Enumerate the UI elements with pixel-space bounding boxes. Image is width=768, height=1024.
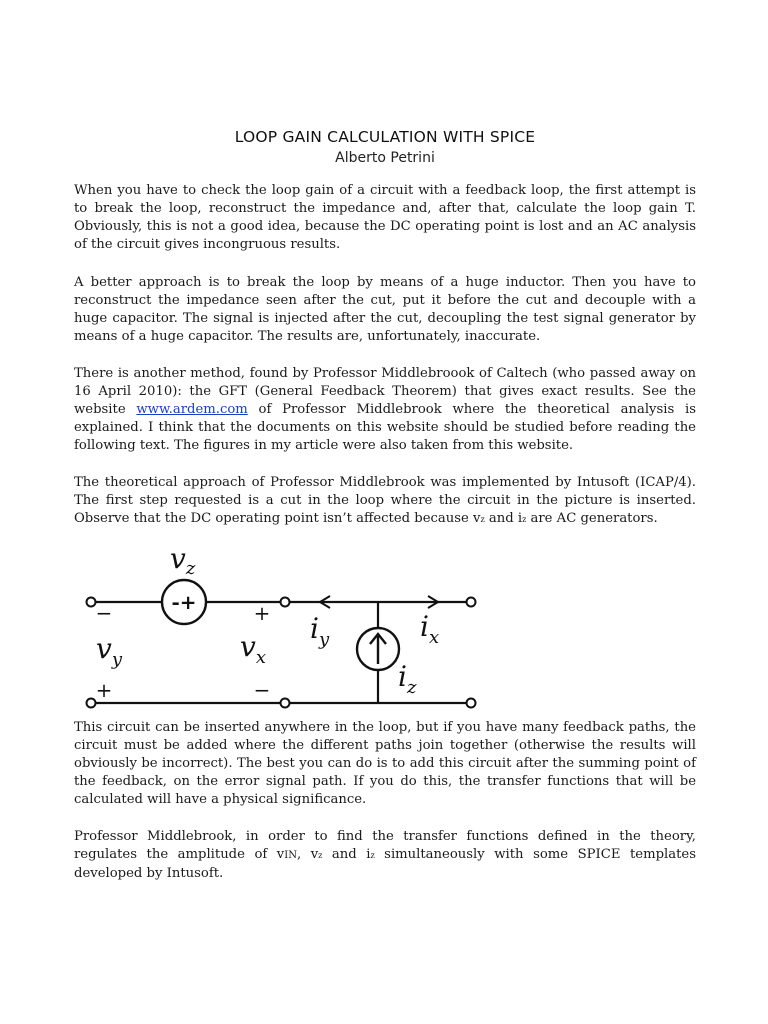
paragraph-1: When you have to check the loop gain of a circuit with a feedback loop, the first attempt is to break the loop, reconstruct the impedance and, after that, calculate the loop gain T. Obviously, this is not a good idea, because the DC operating point is lost and an AC analysis of the circuit gives incongruous results. [74,183,696,253]
paragraph-4 [74,474,696,529]
vz-label-sub: z [185,558,196,579]
iz-subscript: z [522,515,527,525]
vz-subscript: z [480,515,485,525]
ix-label-sub: x [428,627,440,648]
iy-label [310,612,330,650]
iy-label-sub: y [318,629,330,650]
paragraph-4-text-c: are AC generators. [526,511,658,527]
paragraph-4-text-b: and i [484,511,523,527]
paragraph-6 [74,828,696,883]
vy-minus-sign: − [95,601,113,625]
paragraph-3 [74,365,696,455]
vx-label-sub: x [255,647,266,668]
vx-plus-sign: + [253,601,271,625]
iz-label [398,660,417,698]
terminal-top-left [87,598,96,607]
paragraph-3-text-a: There is another method, found by Professor Middlebroook of Caltech (who passed away on 16 April 2010): the GFT (General Feedback Theorem) that gives exact results. See the website [74,366,696,418]
iz-label-sub: z [406,677,417,698]
paragraph-3-text-b: of Professor Middlebrook where the theoretical analysis is explained. I think that the documents on this website should be studied before reading the following text. The figures in my article were also taken from this website. [74,402,696,454]
vy-plus-sign: + [95,678,113,702]
ix-label-main: i [420,610,429,643]
vz-label-main: v [170,542,186,575]
iz-subscript-2: z [370,851,375,861]
terminal-bottom-right [467,699,476,708]
terminal-top-mid [281,598,290,607]
paragraph-5: This circuit can be inserted anywhere in the loop, but if you have many feedback paths, the circuit must be added where the different paths join together (otherwise the results will obviously be incorrect). The best you can do is to add this circuit after the summing point of the feedback, on the error signal path. If you do this, the transfer functions that will be calculated will have a physical significance. [74,720,696,808]
vin-subscript: IN [284,850,297,862]
iy-label-main: i [310,612,319,645]
document-author: Alberto Petrini [335,150,435,166]
vy-label-main: v [96,632,112,665]
ix-label [420,610,439,648]
terminal-bottom-mid [281,699,290,708]
ardem-link[interactable]: www.ardem.com [136,402,248,418]
vy-label [96,632,123,670]
terminal-top-right [467,598,476,607]
vz-subscript-2: z [318,851,323,861]
source-sign-label: -+ [171,590,197,614]
terminal-bottom-left [87,699,96,708]
vz-label [170,542,196,579]
iz-label-main: i [398,660,407,693]
document-title: LOOP GAIN CALCULATION WITH SPICE [234,128,536,146]
vx-label [240,630,266,668]
paragraph-6-text-c: and i [322,847,371,863]
paragraph-6-text-a: Professor Middlebrook, in order to find the transfer functions defined in the theory, regulates the amplitude of v [74,829,696,863]
vx-minus-sign: − [253,678,271,702]
paragraph-6-text-d: simultaneously with some SPICE templates developed by Intusoft. [74,847,696,882]
paragraph-4-text-a: The theoretical approach of Professor Middlebrook was implemented by Intusoft (ICAP/4). The first step requested is a cut in the loop where the circuit in the picture is inserted. Observe that the DC operating point isn’t affected because v [74,475,696,527]
vy-label-sub: y [111,649,122,670]
feedback-injection-circuit [74,540,494,715]
vx-label-main: v [240,630,256,663]
paragraph-2: A better approach is to break the loop by means of a huge inductor. Then you have to reconstruct the impedance seen after the cut, put it before the cut and decouple with a huge capacitor. The signal is injected after the cut, decoupling the test signal generator by means of a huge capacitor. The results are, unfortunately, inaccurate. [74,275,696,345]
paragraph-6-text-b: , v [296,847,319,863]
